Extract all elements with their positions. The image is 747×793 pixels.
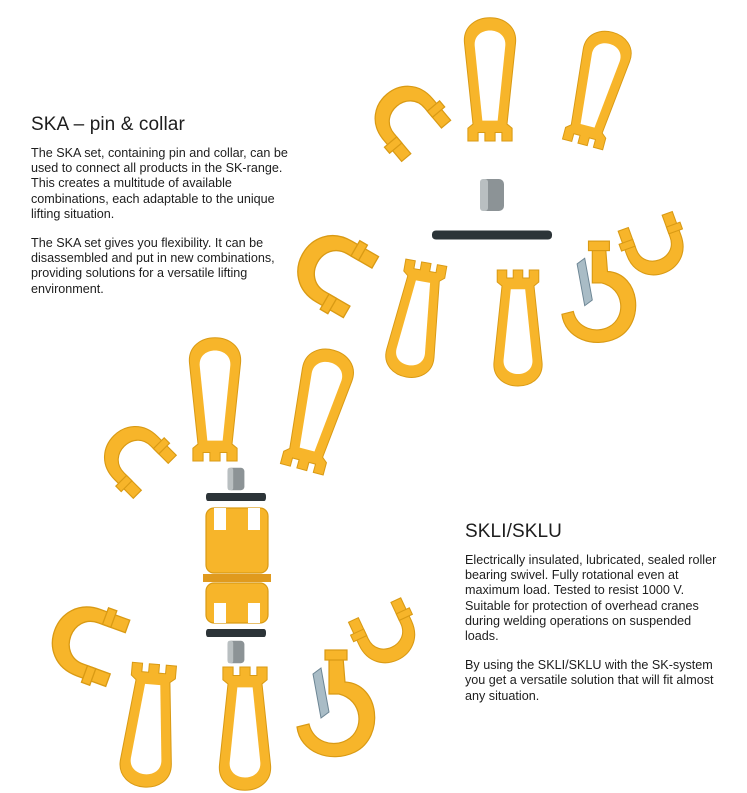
collar-icon: [228, 468, 245, 490]
tall-link-icon: [118, 662, 180, 789]
tall-link-icon: [382, 259, 450, 382]
skli-description: Electrically insulated, lubricated, sealed roller bearing swivel. Fully rotational even at maximum load. Tested to resist 1000 V. Suitable for protection of overhead cranes during welding operations on suspended loads.: [465, 553, 717, 644]
swivel-body-icon: [203, 508, 271, 623]
tall-link-icon: [559, 26, 636, 151]
skli-title: SKLI/SKLU: [465, 521, 563, 542]
hook-icon: [297, 650, 375, 757]
ska-flexibility-text: The SKA set gives you flexibility. It can be disassembled and put in new combinations, providing solutions for a versatile lifting environment.: [31, 236, 275, 296]
skli-system-text: By using the SKLI/SKLU with the SK-system you get a versatile solution that will fit almost any situation.: [465, 658, 714, 703]
horseshoe-link-icon: [283, 219, 381, 321]
tall-link-icon: [189, 338, 240, 461]
upper-cluster: [283, 18, 694, 386]
horseshoe-link-icon: [345, 596, 427, 673]
tall-link-icon: [494, 270, 542, 386]
pin-icon: [432, 231, 552, 240]
collar-icon: [228, 641, 245, 663]
tall-link-icon: [277, 344, 358, 476]
horseshoe-link-icon: [90, 412, 179, 501]
horseshoe-link-icon: [41, 593, 131, 690]
hook-icon: [562, 241, 636, 342]
collar-icon: [480, 179, 504, 211]
ska-title: SKA – pin & collar: [31, 114, 185, 135]
lower-cluster: [41, 338, 427, 791]
ska-description: The SKA set, containing pin and collar, can be used to connect all products in the SK-range. This creates a multitude of available combinations, each adaptable to the unique lifting situation.: [31, 146, 288, 221]
pin-icon: [206, 629, 266, 637]
horseshoe-link-icon: [359, 71, 453, 164]
pin-icon: [206, 493, 266, 501]
horseshoe-link-icon: [615, 210, 695, 284]
tall-link-icon: [464, 18, 515, 141]
tall-link-icon: [219, 667, 270, 790]
